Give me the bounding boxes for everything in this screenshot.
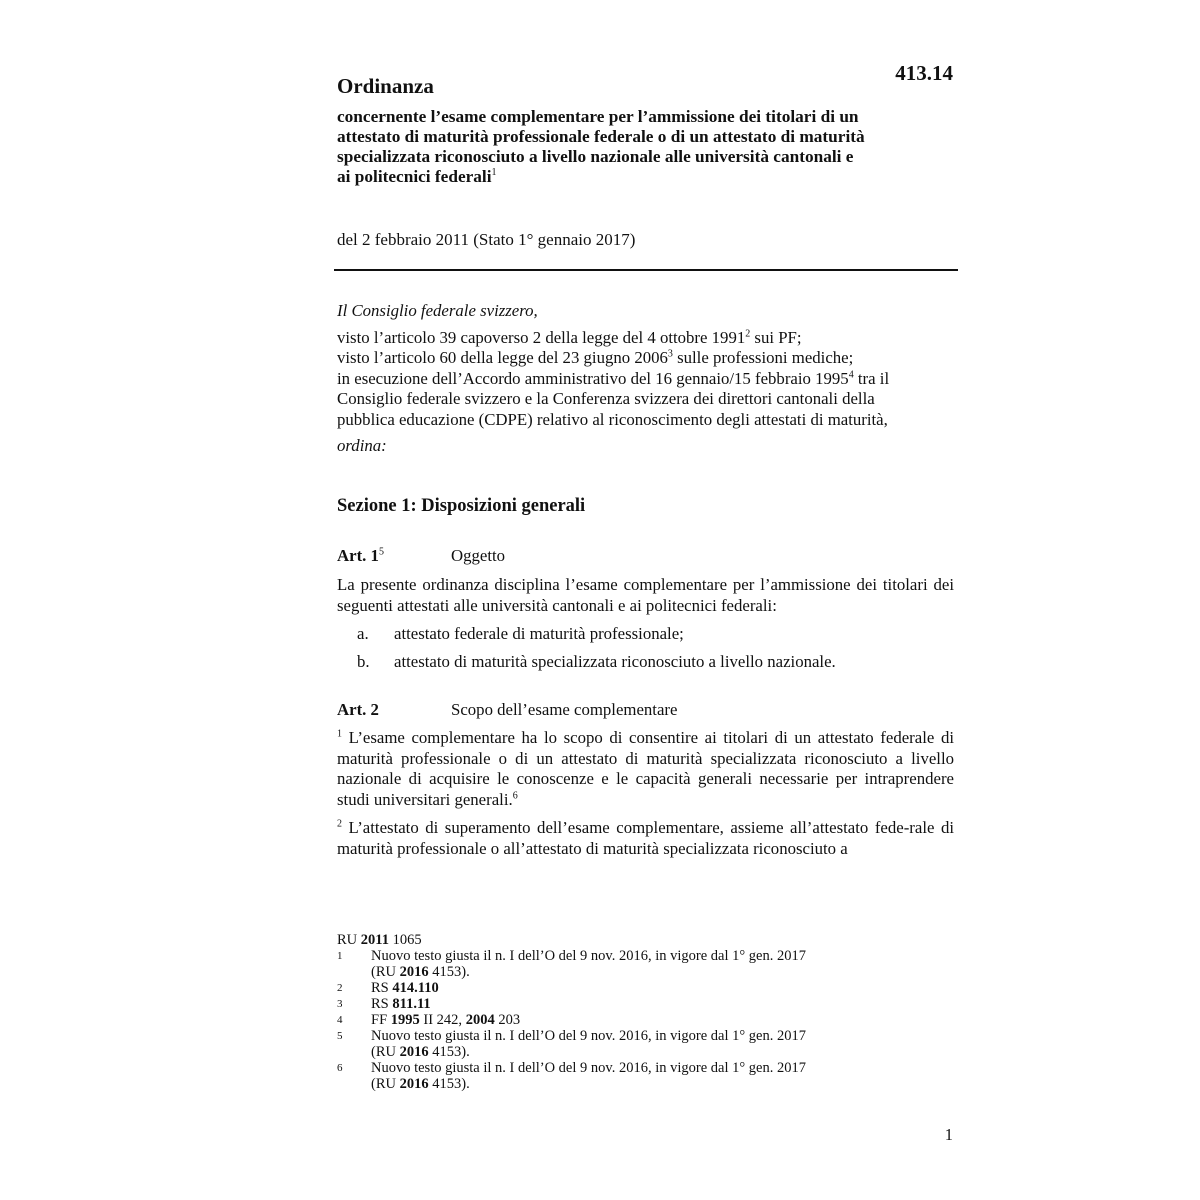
article-paragraph xyxy=(337,818,954,859)
list-item-text: attestato federale di maturità professionale; xyxy=(394,624,684,643)
preamble-authority: Il Consiglio federale svizzero, xyxy=(337,301,538,320)
list-marker: b. xyxy=(357,652,370,671)
footnote-item xyxy=(337,948,957,980)
footnote-bold: 2016 xyxy=(399,964,429,980)
footnote-ref[interactable]: 5 xyxy=(378,546,384,558)
footnote-ref[interactable]: 4 xyxy=(848,368,854,380)
footnote-item xyxy=(337,980,957,996)
footnote-number: 6 xyxy=(337,1062,343,1074)
footnote-line: (RU xyxy=(371,1076,400,1092)
preamble xyxy=(337,301,957,457)
footnote-line: (RU xyxy=(371,1044,400,1060)
footnote-line: RS xyxy=(371,996,393,1012)
footnote-bold: 2016 xyxy=(399,1044,429,1060)
footnote-bold: 414.110 xyxy=(392,980,439,996)
footnote-bold: 2004 xyxy=(465,1012,495,1028)
preamble-text: tra il xyxy=(853,368,890,388)
footnote-ref[interactable]: 3 xyxy=(667,348,673,360)
footnote-ref[interactable]: 6 xyxy=(512,789,518,801)
footnote-number: 2 xyxy=(337,982,343,994)
footnote-bold: 811.11 xyxy=(392,996,431,1012)
footnotes xyxy=(337,932,957,1092)
footnote-number: 4 xyxy=(337,1014,343,1026)
preamble-line xyxy=(337,369,957,390)
footnote-line: RS xyxy=(371,980,393,996)
list-item xyxy=(357,624,684,644)
footnote-text xyxy=(371,996,957,1012)
page-number: 1 xyxy=(944,1125,953,1144)
article-number xyxy=(337,546,451,566)
list-item-text: attestato di maturità specializzata riconosciuto a livello nazionale. xyxy=(394,652,836,671)
preamble-text: visto l’articolo 39 capoverso 2 della legge del 4 ottobre 1991 xyxy=(337,327,746,347)
ru-reference xyxy=(337,932,957,948)
ru-prefix: RU xyxy=(337,932,361,948)
article-2-heading xyxy=(337,700,677,720)
footnote-line: FF xyxy=(371,1012,391,1028)
footnote-text xyxy=(371,1028,957,1060)
article-number: Art. 2 xyxy=(337,700,379,719)
footnote-line: II 242, xyxy=(419,1012,466,1028)
footnote-item xyxy=(337,1028,957,1060)
document-subtitle xyxy=(337,107,957,187)
footnote-bold: 2016 xyxy=(399,1076,429,1092)
paragraph-number: 2 xyxy=(337,818,342,830)
footnote-item xyxy=(337,996,957,1012)
preamble-text: sulle professioni mediche; xyxy=(672,348,854,367)
ru-year: 2011 xyxy=(360,932,389,948)
preamble-text: visto l’articolo 60 della legge del 23 giugno 2006 xyxy=(337,348,668,367)
section-heading: Sezione 1: Disposizioni generali xyxy=(337,496,586,516)
footnote-text xyxy=(371,948,957,980)
footnote-ref[interactable]: 1 xyxy=(491,167,497,179)
subtitle-text: ai politecnici federali xyxy=(337,167,492,186)
footnote-item xyxy=(337,1060,957,1092)
footnote-line: Nuovo testo giusta il n. I dell’O del 9 nov. 2016, in vigore dal 1° gen. 2017 xyxy=(371,1028,806,1044)
preamble-line: Consiglio federale svizzero e la Conferenza svizzera dei direttori cantonali della xyxy=(337,389,875,408)
article-1-heading xyxy=(337,546,505,566)
article-title: Scopo dell’esame complementare xyxy=(451,700,678,719)
footnote-line: 4153). xyxy=(428,964,470,980)
document-title: Ordinanza xyxy=(337,74,434,98)
footnote-line: 203 xyxy=(494,1012,521,1028)
footnote-bold: 1995 xyxy=(390,1012,420,1028)
footnote-line: (RU xyxy=(371,964,400,980)
preamble-ordina: ordina: xyxy=(337,436,387,455)
paragraph-number: 1 xyxy=(337,728,342,740)
list-marker: a. xyxy=(357,624,369,643)
sr-number: 413.14 xyxy=(895,61,953,85)
subtitle-line: attestato di maturità professionale federale o di un attestato di maturità xyxy=(337,127,865,146)
footnote-line: 4153). xyxy=(428,1076,470,1092)
footnote-text xyxy=(371,1012,957,1028)
subtitle-line: specializzata riconosciuto a livello nazionale alle università cantonali e xyxy=(337,147,854,166)
document-page xyxy=(337,0,957,1200)
article-number-text: Art. 1 xyxy=(337,546,379,565)
footnote-line: 4153). xyxy=(428,1044,470,1060)
footnote-number: 1 xyxy=(337,950,343,962)
paragraph-text: L’esame complementare ha lo scopo di consentire ai titolari di un attestato federale di maturità professionale o di un attestato di maturità specializzata riconosciuto a livello nazionale di acquisire le conoscenze e le capacità generali necessarie per intraprendere studi universitari generali. xyxy=(337,728,954,809)
paragraph-text: L’attestato di superamento dell’esame complementare, assieme all’attestato fede-rale di maturità professionale o all’attestato di maturità specializzata riconosciuto a xyxy=(337,818,954,858)
preamble-text: sui PF; xyxy=(750,327,802,347)
footnote-text xyxy=(371,1060,957,1092)
footnote-number: 5 xyxy=(337,1030,343,1042)
footnote-line: Nuovo testo giusta il n. I dell’O del 9 nov. 2016, in vigore dal 1° gen. 2017 xyxy=(371,948,806,964)
subtitle-line xyxy=(337,167,957,187)
footnote-text xyxy=(371,980,957,996)
preamble-line xyxy=(337,328,957,349)
list-item xyxy=(357,652,836,672)
article-paragraph xyxy=(337,728,954,810)
subtitle-line: concernente l’esame complementare per l’ammissione dei titolari di un xyxy=(337,107,859,126)
preamble-line: pubblica educazione (CDPE) relativo al riconoscimento degli attestati di maturità, xyxy=(337,409,888,429)
footnote-line: Nuovo testo giusta il n. I dell’O del 9 nov. 2016, in vigore dal 1° gen. 2017 xyxy=(371,1060,806,1076)
article-title: Oggetto xyxy=(451,546,506,565)
document-date: del 2 febbraio 2011 (Stato 1° gennaio 2017) xyxy=(337,230,636,249)
footnote-item xyxy=(337,1012,957,1028)
footnote-ref[interactable]: 2 xyxy=(745,327,751,339)
footnote-number: 3 xyxy=(337,998,343,1010)
preamble-line xyxy=(337,348,957,369)
ru-page: 1065 xyxy=(388,932,422,948)
title-divider xyxy=(334,269,958,271)
article-paragraph: La presente ordinanza disciplina l’esame complementare per l’ammissione dei titolari dei seguenti attestati alle università cantonali e ai politecnici federali: xyxy=(337,575,954,615)
article-1-text xyxy=(337,575,954,616)
preamble-text: in esecuzione dell’Accordo amministrativo del 16 gennaio/15 febbraio 1995 xyxy=(337,368,849,388)
article-2-text xyxy=(337,728,954,859)
